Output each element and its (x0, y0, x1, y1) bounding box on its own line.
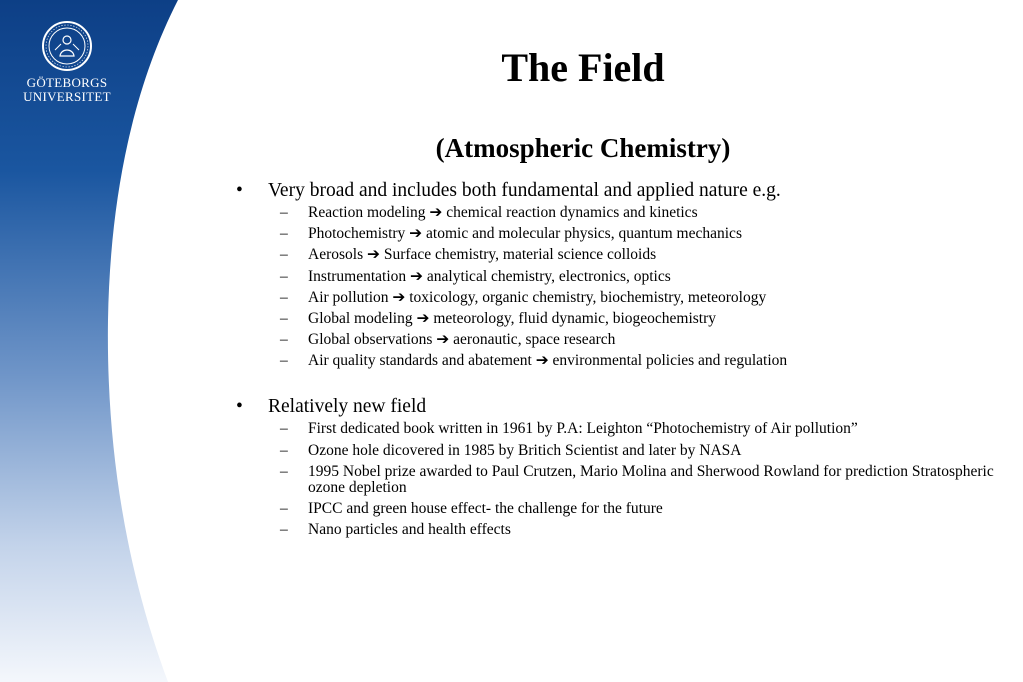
bullet-text: Relatively new field (268, 396, 427, 418)
sub-item (234, 332, 994, 348)
sub-marker: – (280, 225, 288, 243)
sub-marker: – (280, 246, 288, 264)
sub-item-text: Air quality standards and abatement ➔ environmental policies and regulation (308, 352, 788, 370)
slide-title: The Field (501, 45, 665, 90)
sub-item-text: Aerosols ➔ Surface chemistry, material science colloids (308, 246, 657, 264)
sub-item (234, 269, 994, 285)
slide-subtitle: (Atmospheric Chemistry) (435, 133, 731, 163)
bullet-item (234, 178, 994, 204)
sub-item (234, 464, 994, 496)
sub-marker: – (280, 420, 288, 438)
sub-item (234, 522, 994, 538)
logo-text-line1: GÖTEBORGS (26, 75, 108, 90)
sub-item (234, 290, 994, 306)
logo-text-line2: UNIVERSITET (23, 89, 111, 104)
sub-item-text: IPCC and green house effect- the challenge for the future (308, 499, 663, 517)
sub-item-text: Ozone hole dicovered in 1985 by Britich Scientist and later by NASA (308, 441, 742, 459)
sub-item (234, 421, 994, 437)
sub-marker: – (280, 441, 288, 459)
sub-marker: – (280, 267, 288, 285)
sub-item (234, 311, 994, 327)
sub-marker: – (280, 462, 288, 480)
bullet-text: Very broad and includes both fundamental and applied nature e.g. (268, 180, 781, 201)
sub-item (234, 501, 994, 517)
sub-marker: – (280, 309, 288, 327)
bullet-marker: • (236, 180, 243, 201)
sub-list (234, 421, 994, 538)
sub-marker: – (280, 331, 288, 349)
sub-item-text: 1995 Nobel prize awarded to Paul Crutzen, Mario Molina and Sherwood Rowland for prediction Stratospheric ozone depletion (308, 462, 994, 496)
sub-marker: – (280, 521, 288, 539)
sub-marker: – (280, 288, 288, 306)
sub-marker: – (280, 204, 288, 221)
sub-marker: – (280, 499, 288, 517)
bullet-item (234, 394, 994, 420)
sub-item-text: First dedicated book written in 1961 by P.A: Leighton “Photochemistry of Air pollution” (308, 420, 858, 438)
sub-item-text: Instrumentation ➔ analytical chemistry, electronics, optics (308, 267, 671, 285)
sub-item (234, 247, 994, 263)
sub-item (234, 353, 994, 369)
bullet-marker: • (236, 396, 243, 418)
sub-item-text: Global modeling ➔ meteorology, fluid dynamic, biogeochemistry (308, 309, 717, 327)
sub-item-text: Reaction modeling ➔ chemical reaction dynamics and kinetics (308, 204, 698, 221)
sub-item (234, 205, 994, 221)
sub-item (234, 226, 994, 242)
section-broad-field (234, 178, 994, 369)
sub-item-text: Photochemistry ➔ atomic and molecular physics, quantum mechanics (308, 225, 742, 243)
sub-item (234, 443, 994, 459)
sub-item-text: Global observations ➔ aeronautic, space research (308, 331, 616, 349)
sub-list (234, 205, 994, 369)
university-seal-icon (41, 20, 93, 72)
sub-marker: – (280, 352, 288, 370)
section-new-field (234, 394, 994, 538)
university-logo (18, 20, 116, 104)
sub-item-text: Nano particles and health effects (308, 521, 511, 539)
sub-item-text: Air pollution ➔ toxicology, organic chemistry, biochemistry, meteorology (308, 288, 767, 306)
slide-content (234, 178, 994, 563)
